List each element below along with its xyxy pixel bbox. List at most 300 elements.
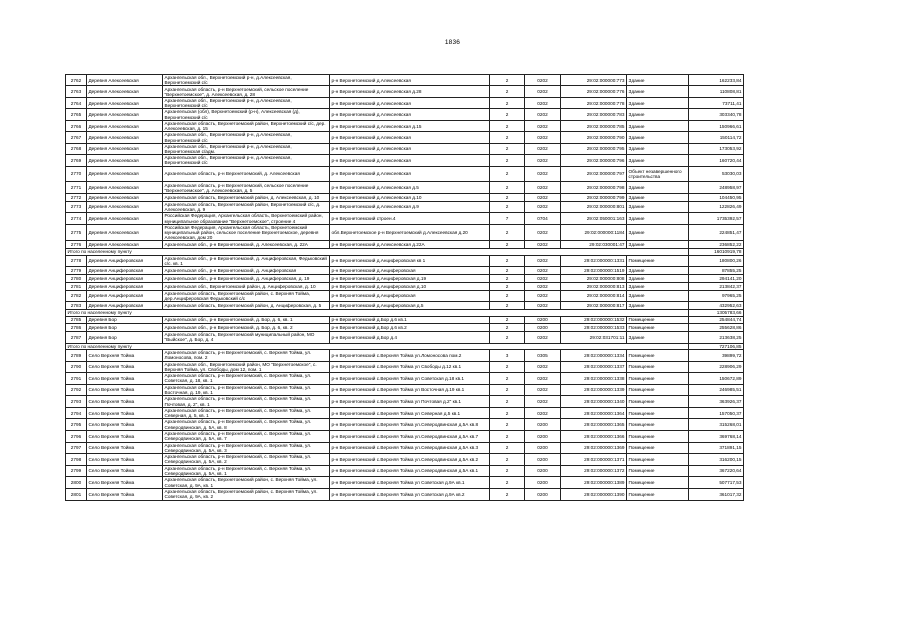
settlement-name: Село Верхняя Тойма (87, 407, 163, 418)
group-number: 2 (490, 132, 525, 143)
object-kind: Здание (627, 282, 689, 290)
object-kind: Здание (627, 98, 689, 109)
table-row (66, 290, 744, 302)
table-row (66, 282, 744, 290)
row-number: 2765 (66, 109, 87, 120)
settlement-name: Деревня Алексеевская (87, 166, 163, 182)
cadastral-value: 228906,29 (689, 361, 744, 373)
object-address: Архангельская область, р-н Верхнетоемский, с. Верхняя Тойма, ул. Восточная, д. 19, кв. 1 (163, 384, 330, 396)
subtotal-label: Итого по населенному пункту (66, 310, 689, 317)
object-location: р-н Верхнетоемский с.Верхняя Тойма ул.Ломоносова пом.2 (330, 350, 490, 361)
table-row (66, 255, 744, 266)
table-row (66, 166, 744, 182)
cadastral-value: 224851,47 (689, 224, 744, 241)
object-kind: Помещение (627, 316, 689, 324)
type-code: 0202 (525, 302, 561, 310)
row-number: 2768 (66, 143, 87, 154)
cadastral-value: 236852,22 (689, 241, 744, 249)
table-row (66, 275, 744, 283)
object-address: Архангельская область, Верхнетоемский район, д. Алексеевская, д. 10 (163, 194, 330, 202)
settlement-name: Село Верхняя Тойма (87, 419, 163, 431)
row-number: 2769 (66, 155, 87, 166)
object-address: Архангельская область, р-н Верхнетоемский, с. Верхняя Тойма, ул. Северодвинская, д. 5А, кв. 1 (163, 465, 330, 477)
settlement-name: Деревня Алексеевская (87, 224, 163, 241)
table-row (66, 86, 744, 98)
group-number: 2 (490, 332, 525, 343)
settlement-name: Деревня Алексеевская (87, 182, 163, 194)
object-location: р-н Верхнетоемский д.Алексеевская (330, 143, 490, 154)
object-kind: Здание (627, 267, 689, 275)
object-address: Архангельская обл., р-н Верхнетоемский, д. Анциферовская, д. 19 (163, 275, 330, 283)
type-code: 0202 (525, 267, 561, 275)
type-code: 0200 (525, 454, 561, 466)
object-kind: Здание (627, 275, 689, 283)
object-address: Российская Федерация, Архангельская область, Верхнетоемский район, муниципальное образование "Верхнетоемское", строение 4 (163, 213, 330, 225)
group-number: 2 (490, 201, 525, 212)
type-code: 0202 (525, 282, 561, 290)
cadastral-number: 29:02:000000:778 (561, 98, 627, 109)
group-number: 2 (490, 75, 525, 86)
row-number: 2764 (66, 98, 87, 109)
settlement-name: Село Верхняя Тойма (87, 477, 163, 489)
table-row (66, 109, 744, 120)
object-address: Архангельская обл., Верхнетоемский р-н, д.Алексеевская, Верхнетоемский с/с (163, 132, 330, 143)
object-kind: Здание (627, 241, 689, 249)
cadastral-number: 29:02:000000:783 (561, 109, 627, 120)
row-number: 2800 (66, 477, 87, 489)
type-code: 0202 (525, 86, 561, 98)
object-address: Архангельская обл., Верхнетоемский район, д. Анциферовская, д. 10 (163, 282, 330, 290)
object-kind: Помещение (627, 396, 689, 408)
cadastral-value: 213638,25 (689, 332, 744, 343)
cadastral-number: 29:02:000000:1338 (561, 373, 627, 385)
table-row (66, 396, 744, 408)
object-address: Архангельская обл., р-н Верхнетоемский, д. Бор, д. 6, кв. 1 (163, 316, 330, 324)
object-location: р-н Верхнетоемский д.Анциферовская (330, 267, 490, 275)
object-kind: Помещение (627, 361, 689, 373)
object-location: обл.Верхнетоемское р-н Верхнетоемский д.Алексеевская д.20 (330, 224, 490, 241)
cadastral-value: 367220,64 (689, 465, 744, 477)
object-location: р-н Верхнетоемский с.Верхняя Тойма ул.Северодвинская д.5А кв.8 (330, 419, 490, 431)
object-location: р-н Верхнетоемский д.Алексеевская (330, 132, 490, 143)
subtotal-value: 1305783,66 (689, 310, 744, 317)
object-location: р-н Верхнетоемский строен.4 (330, 213, 490, 225)
cadastral-number: 29:02:000000:1371 (561, 454, 627, 466)
row-number: 2770 (66, 166, 87, 182)
object-kind: Здание (627, 132, 689, 143)
type-code: 0202 (525, 255, 561, 266)
settlement-name: Деревня Анциферовская (87, 282, 163, 290)
cadastral-value: 97965,25 (689, 290, 744, 302)
type-code: 0202 (525, 361, 561, 373)
settlement-name: Деревня Бор (87, 324, 163, 332)
group-number: 2 (490, 384, 525, 396)
settlement-name: Деревня Анциферовская (87, 275, 163, 283)
type-code: 0704 (525, 213, 561, 225)
type-code: 0202 (525, 384, 561, 396)
table-row (66, 350, 744, 361)
object-kind: Объект незавершенного строительства (627, 166, 689, 182)
table-row (66, 324, 744, 332)
settlement-name: Село Верхняя Тойма (87, 373, 163, 385)
cadastral-number: 29:02:000000:795 (561, 143, 627, 154)
object-address: Архангельская обл., Верхнетоемский район, МО "Верхнетоемское", с. Верхняя Тойма, ул. Свободы, дом 12, пом. 1 (163, 361, 330, 373)
row-number: 2782 (66, 290, 87, 302)
object-address: Архангельская область, р-н Верхнетоемский, сельское поселение "Верхнетоемское", д. Алексеевская, д. 28 (163, 86, 330, 98)
object-kind: Здание (627, 224, 689, 241)
row-number: 2785 (66, 316, 87, 324)
object-kind: Помещение (627, 324, 689, 332)
settlement-name: Село Верхняя Тойма (87, 384, 163, 396)
table-row (66, 302, 744, 310)
object-location: р-н Верхнетоемский д.Анциферовская д.10 (330, 282, 490, 290)
table-row (66, 75, 744, 86)
table-row (66, 98, 744, 109)
group-number: 2 (490, 316, 525, 324)
cadastral-value: 157050,37 (689, 407, 744, 418)
group-number: 2 (490, 454, 525, 466)
group-number: 2 (490, 407, 525, 418)
settlement-name: Деревня Алексеевская (87, 143, 163, 154)
cadastral-number: 29:02:000000:797 (561, 166, 627, 182)
settlement-name: Деревня Алексеевская (87, 155, 163, 166)
row-number: 2774 (66, 213, 87, 225)
type-code: 0202 (525, 201, 561, 212)
settlement-name: Деревня Алексеевская (87, 201, 163, 212)
cadastral-number: 29:02:000000:785 (561, 120, 627, 132)
cadastral-number: 29:02:000000:813 (561, 282, 627, 290)
subtotal-row (66, 310, 744, 317)
object-location: р-н Верхнетоемский д.Алексеевская (330, 75, 490, 86)
group-number: 2 (490, 267, 525, 275)
type-code: 0200 (525, 316, 561, 324)
object-address: Российская Федерация, Архангельская область, Верхнетоемский муниципальный район, сельское поселение Верхнетоемское, деревня Алексеевская, дом 20 (163, 224, 330, 241)
type-code: 0202 (525, 98, 561, 109)
cadastral-value: 363926,37 (689, 396, 744, 408)
cadastral-number: 29:02:000000:796 (561, 155, 627, 166)
table-row (66, 419, 744, 431)
cadastral-number: 29:02:000000:776 (561, 86, 627, 98)
table-row (66, 182, 744, 194)
cadastral-value: 150672,89 (689, 373, 744, 385)
settlement-name: Село Верхняя Тойма (87, 350, 163, 361)
object-location: р-н Верхнетоемский с.Верхняя Тойма ул Советская д.9А кв.1 (330, 477, 490, 489)
cadastral-value: 73711,41 (689, 98, 744, 109)
object-address: Архангельская область, Верхнетоемский район, с. Верхняя Тойма, дер.Анциферовская Федьковский с/с (163, 290, 330, 302)
object-address: Архангельская область, Верхнетоемский район, с. Верхняя Тойма, ул. Советская, д. 9А, кв. 1 (163, 477, 330, 489)
object-kind: Здание (627, 75, 689, 86)
row-number: 2794 (66, 407, 87, 418)
object-address: Архангельская обл., Верхнетоемский р-н, д.Алексеевская, Верхнетоемская с/адм. (163, 143, 330, 154)
type-code: 0202 (525, 182, 561, 194)
type-code: 0202 (525, 120, 561, 132)
type-code: 0200 (525, 477, 561, 489)
settlement-name: Село Верхняя Тойма (87, 430, 163, 442)
row-number: 2789 (66, 350, 87, 361)
cadastral-value: 294141,20 (689, 275, 744, 283)
object-address: Архангельская обл., Верхнетоемский р-н, д.Алексеевская, Верхнетоемский с/с (163, 75, 330, 86)
type-code: 0200 (525, 419, 561, 431)
table-row (66, 454, 744, 466)
type-code: 0202 (525, 155, 561, 166)
cadastral-number: 29:02:030001:47 (561, 241, 627, 249)
object-address: Архангельская область, Верхнетоемский район, Верхнетоемский с/с, дер. Алексеевская, д. 15 (163, 120, 330, 132)
group-number: 2 (490, 143, 525, 154)
object-address: Архангельская область, Верхнетоемский муниципальный район, МО "Выйское", д. Бор, д. 4 (163, 332, 330, 343)
table-row (66, 430, 744, 442)
cadastral-value: 361017,32 (689, 488, 744, 500)
object-address: Архангельская область, р-н Верхнетоемский, д. Алексеевская (163, 166, 330, 182)
settlement-name: Село Верхняя Тойма (87, 488, 163, 500)
cadastral-value: 254844,74 (689, 316, 744, 324)
cadastral-value: 180800,26 (689, 255, 744, 266)
group-number: 2 (490, 419, 525, 431)
type-code: 0200 (525, 430, 561, 442)
subtotal-row (66, 249, 744, 256)
cadastral-value: 160720,44 (689, 155, 744, 166)
object-kind: Помещение (627, 407, 689, 418)
cadastral-number: 29:02:000000:1389 (561, 477, 627, 489)
settlement-name: Деревня Алексеевская (87, 194, 163, 202)
row-number: 2801 (66, 488, 87, 500)
row-number: 2781 (66, 282, 87, 290)
object-location: р-н Верхнетоемский д.Алексеевская (330, 98, 490, 109)
subtotal-row (66, 343, 744, 350)
cadastral-value: 1735392,57 (689, 213, 744, 225)
type-code: 0202 (525, 275, 561, 283)
object-kind: Здание (627, 194, 689, 202)
row-number: 2792 (66, 384, 87, 396)
group-number: 7 (490, 213, 525, 225)
row-number: 2779 (66, 267, 87, 275)
group-number: 2 (490, 194, 525, 202)
type-code: 0202 (525, 407, 561, 418)
cadastral-number: 29:02:000000:790 (561, 132, 627, 143)
table-row (66, 407, 744, 418)
object-kind: Здание (627, 290, 689, 302)
group-number: 2 (490, 182, 525, 194)
table-row (66, 120, 744, 132)
type-code: 0202 (525, 75, 561, 86)
cadastral-value: 110808,81 (689, 86, 744, 98)
object-address: Архангельская обл., Верхнетоемский р-н, д.Алексеевская, Верхнетоемский с/с (163, 98, 330, 109)
cadastral-number: 29:02:000000:798 (561, 182, 627, 194)
object-location: р-н Верхнетоемский с.Верхняя Тойма ул Советская д.9А кв.2 (330, 488, 490, 500)
object-kind: Здание (627, 143, 689, 154)
cadastral-value: 255628,86 (689, 324, 744, 332)
cadastral-value: 303340,78 (689, 109, 744, 120)
object-location: р-н Верхнетоемский д.Алексеевская д.5 (330, 182, 490, 194)
cadastral-number: 29:02:000000:1184 (561, 224, 627, 241)
object-address: Архангельская область, р-н Верхнетоемский, с. Верхняя Тойма, ул. Северная, д. 5, кв. 1 (163, 407, 330, 418)
object-location: р-н Верхнетоемский д.Алексеевская д.15 (330, 120, 490, 132)
object-address: Архангельская область, Верхнетоемский район, с. Верхняя Тойма, ул. Советская, д. 9А, кв. 2 (163, 488, 330, 500)
object-kind: Помещение (627, 384, 689, 396)
cadastral-value: 162233,84 (689, 75, 744, 86)
object-kind: Здание (627, 213, 689, 225)
settlement-name: Деревня Анциферовская (87, 290, 163, 302)
row-number: 2778 (66, 255, 87, 266)
object-address: Архангельская (обл), Верхнетоемский (р-н), Алексеевская (д), Верхнетоемский с/с (163, 109, 330, 120)
group-number: 2 (490, 155, 525, 166)
type-code: 0202 (525, 373, 561, 385)
group-number: 2 (490, 86, 525, 98)
object-kind: Здание (627, 120, 689, 132)
object-location: р-н Верхнетоемский д.Бор д.6 кв.2 (330, 324, 490, 332)
table-row (66, 213, 744, 225)
settlement-name: Деревня Алексеевская (87, 132, 163, 143)
cadastral-number: 29:02:031701:11 (561, 332, 627, 343)
group-number: 2 (490, 275, 525, 283)
object-location: р-н Верхнетоемский д.Алексеевская д.10 (330, 194, 490, 202)
settlement-name: Село Верхняя Тойма (87, 396, 163, 408)
cadastral-number: 29:02:000000:801 (561, 201, 627, 212)
settlement-name: Деревня Алексеевская (87, 109, 163, 120)
object-address: Архангельская обл., р-н Верхнетоемский, д. Алексеевская, д. 22А (163, 241, 330, 249)
cadastral-number: 29:02:000000:814 (561, 290, 627, 302)
type-code: 0202 (525, 224, 561, 241)
subtotal-label: Итого по населенному пункту (66, 343, 689, 350)
cadastral-value: 246985,51 (689, 384, 744, 396)
type-code: 0202 (525, 290, 561, 302)
cadastral-number: 29:02:000000:799 (561, 194, 627, 202)
settlement-name: Село Верхняя Тойма (87, 465, 163, 477)
object-address: Архангельская область, р-н Верхнетоемский, с. Верхняя Тойма, ул. Северодвинская, д. 5А, кв. 3 (163, 442, 330, 454)
row-number: 2767 (66, 132, 87, 143)
table-row (66, 241, 744, 249)
object-location: р-н Верхнетоемский д.Бор д.6 кв.1 (330, 316, 490, 324)
table-row (66, 155, 744, 166)
type-code: 0200 (525, 465, 561, 477)
object-address: Архангельская область, р-н Верхнетоемский, сельское поселение "Верхнетоемское", д. Алексеевская, д. 5 (163, 182, 330, 194)
registry-body (66, 75, 744, 501)
type-code: 0202 (525, 109, 561, 120)
group-number: 2 (490, 477, 525, 489)
subtotal-value: 727106,85 (689, 343, 744, 350)
row-number: 2790 (66, 361, 87, 373)
table-row (66, 488, 744, 500)
settlement-name: Село Верхняя Тойма (87, 361, 163, 373)
cadastral-value: 150114,72 (689, 132, 744, 143)
cadastral-value: 369768,14 (689, 430, 744, 442)
type-code: 0200 (525, 442, 561, 454)
group-number: 2 (490, 396, 525, 408)
object-address: Архангельская обл., Верхнетоемский р-н, д.Алексеевская, Верхнетоемский с/с (163, 155, 330, 166)
object-location: р-н Верхнетоемский с.Верхняя Тойма ул.Северодвинская д.5А кв.2 (330, 454, 490, 466)
table-row (66, 361, 744, 373)
object-address: Архангельская область, р-н Верхнетоемский, с. Верхняя Тойма, ул. Почтовая, д. 2", кв. 1 (163, 396, 330, 408)
group-number: 2 (490, 373, 525, 385)
cadastral-value: 315268,01 (689, 419, 744, 431)
group-number: 2 (490, 442, 525, 454)
table-row (66, 477, 744, 489)
type-code: 0202 (525, 132, 561, 143)
group-number: 2 (490, 324, 525, 332)
object-location: р-н Верхнетоемский с.Верхняя Тойма ул.Северодвинская д.5А кв.1 (330, 465, 490, 477)
row-number: 2772 (66, 194, 87, 202)
settlement-name: Деревня Алексеевская (87, 120, 163, 132)
object-kind: Помещение (627, 430, 689, 442)
settlement-name: Деревня Анциферовская (87, 267, 163, 275)
object-location: р-н Верхнетоемский с.Верхняя Тойма ул.Северодвинская д.5А кв.7 (330, 430, 490, 442)
group-number: 2 (490, 290, 525, 302)
object-kind: Помещение (627, 255, 689, 266)
object-address: Архангельская область, Верхнетоемский район, д. Анциферовская, д. 5 (163, 302, 330, 310)
group-number: 2 (490, 241, 525, 249)
object-location: р-н Верхнетоемский с.Верхняя Тойма ул Свободы д.12 кв.1 (330, 361, 490, 373)
type-code: 0200 (525, 488, 561, 500)
object-kind: Помещение (627, 454, 689, 466)
object-location: р-н Верхнетоемский д.Алексеевская (330, 109, 490, 120)
cadastral-number: 29:02:000000:1365 (561, 419, 627, 431)
object-address: Архангельская обл., р-н Верхнетоемский, д. Анциферовская (163, 267, 330, 275)
object-kind: Здание (627, 332, 689, 343)
object-kind: Здание (627, 109, 689, 120)
cadastral-value: 104450,95 (689, 194, 744, 202)
settlement-name: Деревня Анциферовская (87, 302, 163, 310)
row-number: 2780 (66, 275, 87, 283)
cadastral-value: 87855,25 (689, 267, 744, 275)
cadastral-value: 507717,53 (689, 477, 744, 489)
object-location: р-н Верхнетоемский д.Бор д.4 (330, 332, 490, 343)
table-row (66, 194, 744, 202)
settlement-name: Село Верхняя Тойма (87, 442, 163, 454)
table-row (66, 201, 744, 212)
object-location: р-н Верхнетоемский д.Алексеевская д.28 (330, 86, 490, 98)
object-address: Архангельская область, р-н Верхнетоемский, с. Верхняя Тойма, ул. Советская, д. 18, кв. 1 (163, 373, 330, 385)
group-number: 2 (490, 302, 525, 310)
object-address: Архангельская обл., р-н Верхнетоемский, д. Анциферовская, Федьковский с/с. кв. 1 (163, 255, 330, 266)
object-kind: Помещение (627, 465, 689, 477)
group-number: 2 (490, 166, 525, 182)
settlement-name: Деревня Бор (87, 332, 163, 343)
table-row (66, 442, 744, 454)
object-address: Архангельская область, р-н Верхнетоемский, с. Верхняя Тойма, ул. Ломоносова, пом. 2 (163, 350, 330, 361)
object-location: р-н Верхнетоемский д.Алексеевская (330, 166, 490, 182)
row-number: 2798 (66, 454, 87, 466)
object-location: р-н Верхнетоемский д.Анциферовская кв 1 (330, 255, 490, 266)
row-number: 2793 (66, 396, 87, 408)
group-number: 2 (490, 120, 525, 132)
table-row (66, 267, 744, 275)
object-kind: Помещение (627, 488, 689, 500)
row-number: 2786 (66, 324, 87, 332)
group-number: 2 (490, 224, 525, 241)
object-kind: Помещение (627, 419, 689, 431)
cadastral-number: 29:02:000000:1519 (561, 267, 627, 275)
type-code: 0202 (525, 194, 561, 202)
object-location: р-н Верхнетоемский с.Верхняя Тойма ул Восточная д.19 кв.1 (330, 384, 490, 396)
object-location: р-н Верхнетоемский с.Верхняя Тойма ул Северная д.5 кв.1 (330, 407, 490, 418)
group-number: 3 (490, 350, 525, 361)
cadastral-number: 29:02:000000:1533 (561, 324, 627, 332)
row-number: 2796 (66, 430, 87, 442)
row-number: 2795 (66, 419, 87, 431)
object-location: р-н Верхнетоемский с.Верхняя Тойма ул Почтовая д.2" кв.1 (330, 396, 490, 408)
cadastral-number: 29:02:000000:1364 (561, 407, 627, 418)
group-number: 2 (490, 282, 525, 290)
cadastral-number: 29:02:000000:1334 (561, 350, 627, 361)
cadastral-number: 29:02:000000:808 (561, 275, 627, 283)
table-row (66, 384, 744, 396)
row-number: 2763 (66, 86, 87, 98)
group-number: 2 (490, 430, 525, 442)
type-code: 0200 (525, 324, 561, 332)
object-kind: Помещение (627, 350, 689, 361)
cadastral-number: 29:02:000000:1372 (561, 465, 627, 477)
cadastral-number: 29:02:050001:163 (561, 213, 627, 225)
subtotal-value: 16010919,78 (689, 249, 744, 256)
